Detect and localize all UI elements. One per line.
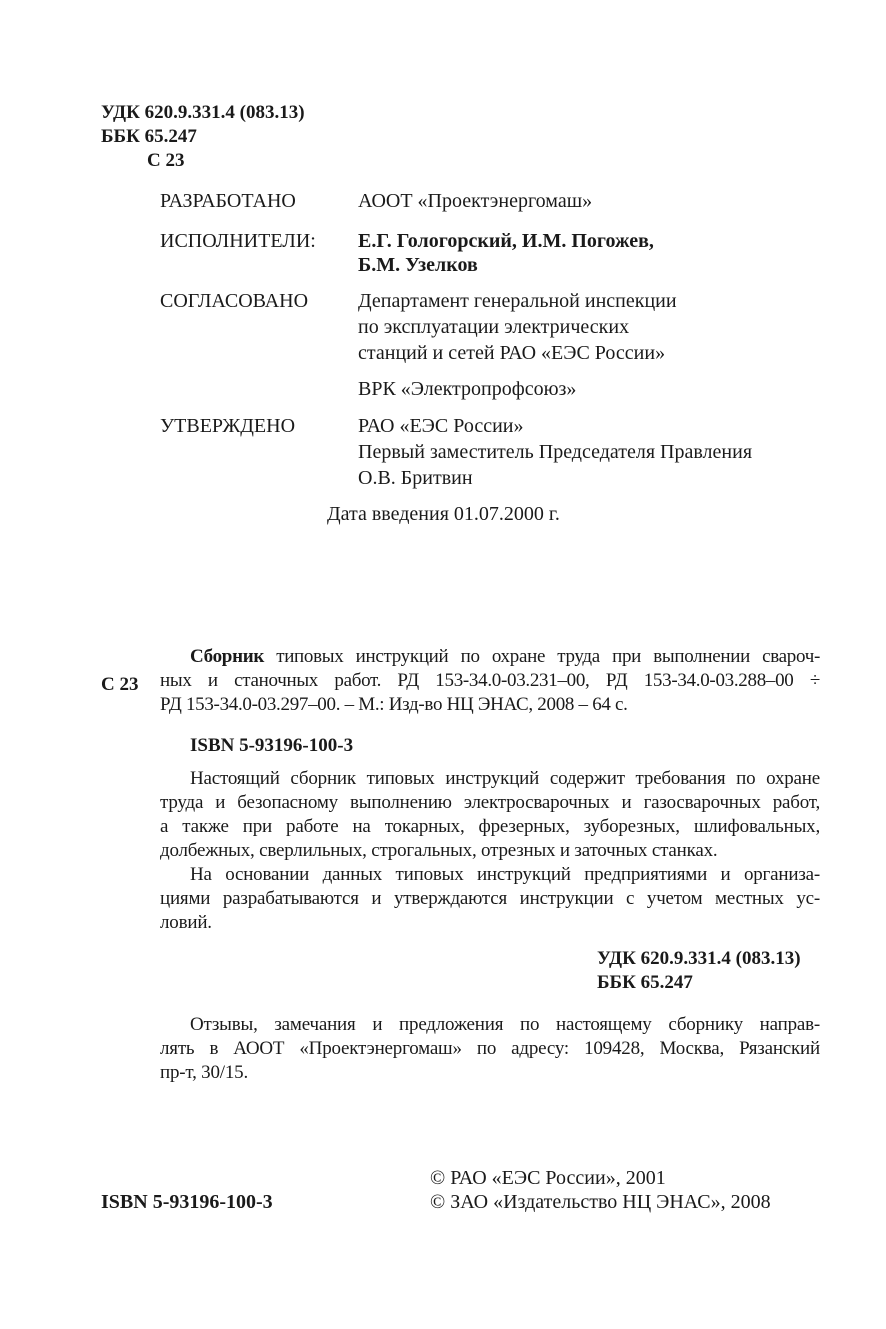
abstract-p2-line1: На основании данных типовых инструкций предприятиями и организа- [190,864,820,885]
credit-value-authors-line1: Е.Г. Гологорский, И.М. Погожев, [358,230,654,252]
abstract-p2-line2: циями разрабатываются и утверждаются инструкции с учетом местных ус- [160,888,820,909]
abstract-paragraph-1 [160,767,820,863]
copyright-rao: © РАО «ЕЭС России», 2001 [430,1167,666,1189]
introduction-date: Дата введения 01.07.2000 г. [327,503,560,525]
bibliography-side-code: С 23 [101,674,139,695]
feedback-note [160,1013,820,1085]
isbn-main: ISBN 5-93196-100-3 [190,735,354,756]
bibliography-line3: РД 153-34.0-03.297–00. – М.: Изд-во НЦ ЭНАС, 2008 – 64 с. [160,694,628,715]
credit-value-approved-line1: РАО «ЕЭС России» [358,415,524,437]
credit-value-agreed-line2: по эксплуатации электрических [358,316,630,338]
copyright-enas: © ЗАО «Издательство НЦ ЭНАС», 2008 [430,1191,771,1213]
credit-label-agreed: СОГЛАСОВАНО [160,290,309,312]
bibliography-line2: ных и станочных работ. РД 153-34.0-03.231–00, РД 153-34.0-03.288–00 ÷ [160,670,820,691]
abstract-p2-line3: ловий. [160,912,212,933]
abstract-p1-line2: труда и безопасному выполнению электросварочных и газосварочных работ, [160,792,820,813]
udk-code-right: УДК 620.9.331.4 (083.13) [597,948,801,969]
abstract [160,767,820,935]
credit-value-authors-line2: Б.М. Узелков [358,254,478,276]
credit-value-developed: АООТ «Проектэнергомаш» [358,190,593,212]
credit-label-approved: УТВЕРЖДЕНО [160,415,296,437]
credit-value-agreed-line1: Департамент генеральной инспекции [358,290,677,312]
credit-label-developed: РАЗРАБОТАНО [160,190,296,212]
credit-value-agreed-line3: станций и сетей РАО «ЕЭС России» [358,342,666,364]
credit-value-approved-line3: О.В. Бритвин [358,467,473,489]
udk-code: УДК 620.9.331.4 (083.13) [101,102,305,123]
bbk-code-right: ББК 65.247 [597,972,693,993]
abstract-p1-line3: а также при работе на токарных, фрезерных, зуборезных, шлифовальных, [160,816,820,837]
credit-value-union: ВРК «Электропрофсоюз» [358,378,577,400]
abstract-p1-line4: долбежных, сверлильных, строгальных, отрезных и заточных станках. [160,840,718,861]
bibliography-line1-rest: типовых инструкций по охране труда при выполнении свароч- [276,646,820,667]
author-sign-code: С 23 [147,150,185,171]
isbn-footer: ISBN 5-93196-100-3 [101,1191,273,1213]
abstract-p1-line1: Настоящий сборник типовых инструкций содержит требования по охране [190,768,820,789]
bibliography-record [160,645,820,717]
feedback-line3: пр-т, 30/15. [160,1062,248,1083]
bibliography-title: Сборник [190,646,265,667]
feedback-line2: лять в АООТ «Проектэнергомаш» по адресу: 109428, Москва, Рязанский [160,1038,820,1059]
bbk-code: ББК 65.247 [101,126,197,147]
credit-value-approved-line2: Первый заместитель Председателя Правления [358,441,753,463]
feedback-line1: Отзывы, замечания и предложения по настоящему сборнику направ- [190,1014,820,1035]
credit-label-authors: ИСПОЛНИТЕЛИ: [160,230,316,252]
bibliography-line1 [160,645,820,669]
abstract-paragraph-2 [160,863,820,935]
